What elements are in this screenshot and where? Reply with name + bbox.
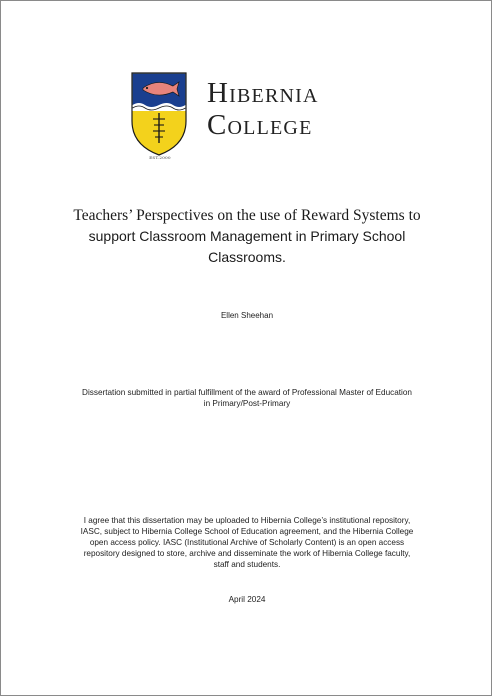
author-name: Ellen Sheehan [220, 311, 274, 320]
crest-caption: EST.2000 [149, 155, 171, 160]
title-line-3: Classrooms. [208, 249, 286, 265]
agreement-line-2: IASC, subject to Hibernia College School of Education agreement, and the Hibernia College [80, 527, 414, 536]
submission-line-2: in Primary/Post-Primary [203, 399, 291, 408]
agreement-line-4: repository designed to store, archive and disseminate the work of Hibernia College faculty, [83, 549, 411, 558]
agreement-line-1: I agree that this dissertation may be uploaded to Hibernia College’s institutional repository, [83, 516, 411, 525]
dissertation-title [41, 205, 453, 268]
wordmark-line-1: Hibernia [207, 77, 319, 109]
agreement-line-5: staff and students. [213, 560, 281, 569]
submission-line-1: Dissertation submitted in partial fulfillment of the award of Professional Master of Education [82, 388, 412, 397]
title-line-2: support Classroom Management in Primary School [88, 228, 406, 244]
agreement-line-3: open access policy. IASC (Institutional Archive of Scholarly Content) is an open access [89, 538, 405, 547]
submission-date: April 2024 [228, 595, 266, 604]
shield-crest-icon [129, 71, 189, 163]
wordmark-line-2: College [207, 109, 313, 141]
submission-statement [51, 387, 443, 409]
hibernia-college-logo [129, 71, 339, 166]
college-wordmark [207, 79, 319, 143]
repository-agreement [59, 515, 435, 570]
title-line-1: Teachers’ Perspectives on the use of Reward Systems to [73, 207, 421, 224]
